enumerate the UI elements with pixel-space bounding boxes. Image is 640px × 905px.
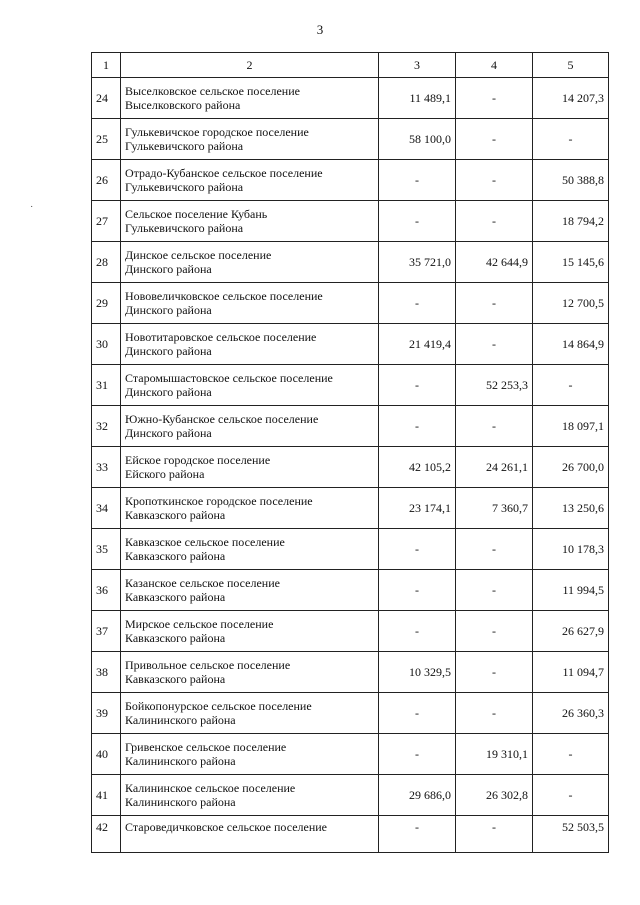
value-col-4: - (456, 119, 533, 160)
table-row (92, 406, 609, 447)
table-row (92, 324, 609, 365)
settlement-name-line: Гулькевичское городское поселение (125, 125, 309, 139)
value-col-5: 13 250,6 (533, 488, 609, 529)
settlement-name (121, 78, 379, 119)
value-col-5: 26 360,3 (533, 693, 609, 734)
value-col-4: - (456, 611, 533, 652)
value-col-5: 14 207,3 (533, 78, 609, 119)
settlement-name (121, 160, 379, 201)
settlement-name (121, 242, 379, 283)
value-col-3: - (379, 160, 456, 201)
value-col-3: 10 329,5 (379, 652, 456, 693)
settlement-name-line: Динского района (125, 262, 212, 276)
settlement-name (121, 488, 379, 529)
settlement-name-line: Бойкопонурское сельское поселение (125, 699, 312, 713)
settlements-table (91, 52, 609, 853)
value-col-3: - (379, 816, 456, 853)
settlement-name-line: Нововеличковское сельское поселение (125, 289, 323, 303)
value-col-4: - (456, 283, 533, 324)
value-col-5: 11 094,7 (533, 652, 609, 693)
settlement-name (121, 529, 379, 570)
value-col-3: - (379, 283, 456, 324)
header-cell-4: 4 (456, 53, 533, 78)
settlement-name-line: Выселковское сельское поселение (125, 84, 300, 98)
settlement-name (121, 693, 379, 734)
table-header-row (92, 53, 609, 78)
row-number: 30 (92, 324, 121, 365)
settlement-name-line: Ейского района (125, 467, 205, 481)
value-col-3: - (379, 611, 456, 652)
table-row (92, 529, 609, 570)
row-number: 36 (92, 570, 121, 611)
value-col-5: - (533, 365, 609, 406)
value-col-3: - (379, 693, 456, 734)
value-col-4: 7 360,7 (456, 488, 533, 529)
table-row (92, 816, 609, 853)
settlement-name (121, 611, 379, 652)
row-number: 41 (92, 775, 121, 816)
settlement-name-line: Гривенское сельское поселение (125, 740, 287, 754)
value-col-5: 10 178,3 (533, 529, 609, 570)
settlement-name (121, 652, 379, 693)
value-col-4: - (456, 406, 533, 447)
settlement-name-line: Кавказского района (125, 549, 226, 563)
value-col-4: 24 261,1 (456, 447, 533, 488)
settlement-name (121, 734, 379, 775)
settlement-name-line: Привольное сельское поселение (125, 658, 291, 672)
table-row (92, 160, 609, 201)
row-number: 38 (92, 652, 121, 693)
header-cell-3: 3 (379, 53, 456, 78)
value-col-5: 26 627,9 (533, 611, 609, 652)
row-number: 31 (92, 365, 121, 406)
value-col-5: 18 794,2 (533, 201, 609, 242)
row-number: 29 (92, 283, 121, 324)
settlement-name-line: Староведичковское сельское поселение (125, 820, 328, 834)
settlement-name-line: Казанское сельское поселение (125, 576, 280, 590)
settlement-name-line: Ейское городское поселение (125, 453, 271, 467)
table-row (92, 734, 609, 775)
value-col-4: - (456, 693, 533, 734)
settlement-name-line: Динское сельское поселение (125, 248, 272, 262)
value-col-5: 18 097,1 (533, 406, 609, 447)
settlement-name-line: Гулькевичского района (125, 139, 244, 153)
value-col-3: 35 721,0 (379, 242, 456, 283)
value-col-4: - (456, 160, 533, 201)
table-body (92, 53, 609, 853)
settlement-name-line: Новотитаровское сельское поселение (125, 330, 317, 344)
table-row (92, 447, 609, 488)
header-cell-1: 1 (92, 53, 121, 78)
settlement-name (121, 775, 379, 816)
value-col-3: 21 419,4 (379, 324, 456, 365)
settlement-name-line: Гулькевичского района (125, 180, 244, 194)
table-row (92, 652, 609, 693)
table-row (92, 775, 609, 816)
value-col-3: 58 100,0 (379, 119, 456, 160)
settlement-name-line: Динского района (125, 303, 212, 317)
value-col-4: - (456, 816, 533, 853)
row-number: 27 (92, 201, 121, 242)
value-col-3: - (379, 365, 456, 406)
value-col-4: - (456, 652, 533, 693)
value-col-5: - (533, 775, 609, 816)
settlement-name-line: Выселковского района (125, 98, 241, 112)
value-col-3: - (379, 529, 456, 570)
settlement-name-line: Калининского района (125, 754, 236, 768)
settlement-name (121, 201, 379, 242)
value-col-4: 26 302,8 (456, 775, 533, 816)
value-col-3: 11 489,1 (379, 78, 456, 119)
table-row (92, 570, 609, 611)
table-row (92, 242, 609, 283)
settlement-name-line: Гулькевичского района (125, 221, 244, 235)
settlement-name-line: Кропоткинское городское поселение (125, 494, 313, 508)
settlement-name (121, 283, 379, 324)
value-col-4: 52 253,3 (456, 365, 533, 406)
row-number: 24 (92, 78, 121, 119)
row-number: 33 (92, 447, 121, 488)
value-col-3: - (379, 201, 456, 242)
header-cell-2: 2 (121, 53, 379, 78)
settlement-name-line: Кавказского района (125, 631, 226, 645)
value-col-4: 19 310,1 (456, 734, 533, 775)
value-col-3: - (379, 734, 456, 775)
row-number: 34 (92, 488, 121, 529)
table-row (92, 78, 609, 119)
table-row (92, 283, 609, 324)
value-col-5: - (533, 119, 609, 160)
table-row (92, 119, 609, 160)
settlement-name-line: Кавказского района (125, 508, 226, 522)
value-col-3: 42 105,2 (379, 447, 456, 488)
row-number: 26 (92, 160, 121, 201)
table-row (92, 201, 609, 242)
settlement-name-line: Калининского района (125, 713, 236, 727)
value-col-3: 23 174,1 (379, 488, 456, 529)
row-number: 28 (92, 242, 121, 283)
settlement-name (121, 570, 379, 611)
row-number: 40 (92, 734, 121, 775)
settlement-name-line: Динского района (125, 344, 212, 358)
settlement-name (121, 365, 379, 406)
settlement-name-line: Калининского района (125, 795, 236, 809)
value-col-4: - (456, 324, 533, 365)
row-number: 25 (92, 119, 121, 160)
value-col-4: - (456, 570, 533, 611)
settlement-name-line: Калининское сельское поселение (125, 781, 296, 795)
value-col-3: 29 686,0 (379, 775, 456, 816)
value-col-5: 15 145,6 (533, 242, 609, 283)
value-col-5: 11 994,5 (533, 570, 609, 611)
settlement-name-line: Динского района (125, 385, 212, 399)
settlement-name-line: Сельское поселение Кубань (125, 207, 268, 221)
value-col-3: - (379, 406, 456, 447)
value-col-5: 12 700,5 (533, 283, 609, 324)
row-number: 35 (92, 529, 121, 570)
value-col-4: - (456, 201, 533, 242)
settlement-name-line: Мирское сельское поселение (125, 617, 274, 631)
settlement-name-line: Кавказского района (125, 590, 226, 604)
settlement-name-line: Старомышастовское сельское поселение (125, 371, 333, 385)
table-row (92, 365, 609, 406)
table-row (92, 611, 609, 652)
row-number: 32 (92, 406, 121, 447)
settlement-name-line: Кавказское сельское поселение (125, 535, 285, 549)
row-number: 37 (92, 611, 121, 652)
value-col-5: 14 864,9 (533, 324, 609, 365)
settlement-name (121, 816, 379, 853)
settlement-name (121, 324, 379, 365)
table-row (92, 488, 609, 529)
settlement-name-line: Динского района (125, 426, 212, 440)
value-col-5: - (533, 734, 609, 775)
row-number: 39 (92, 693, 121, 734)
table-row (92, 693, 609, 734)
value-col-3: - (379, 570, 456, 611)
value-col-4: - (456, 78, 533, 119)
value-col-4: - (456, 529, 533, 570)
settlement-name (121, 447, 379, 488)
settlement-name (121, 119, 379, 160)
settlement-name-line: Южно-Кубанское сельское поселение (125, 412, 319, 426)
stray-mark: ˙ (30, 205, 34, 216)
row-number: 42 (92, 816, 121, 853)
value-col-5: 52 503,5 (533, 816, 609, 853)
settlement-name-line: Кавказского района (125, 672, 226, 686)
settlement-name (121, 406, 379, 447)
value-col-5: 50 388,8 (533, 160, 609, 201)
page-number: 3 (316, 22, 324, 37)
settlement-name-line: Отрадо-Кубанское сельское поселение (125, 166, 323, 180)
header-cell-5: 5 (533, 53, 609, 78)
value-col-4: 42 644,9 (456, 242, 533, 283)
value-col-5: 26 700,0 (533, 447, 609, 488)
